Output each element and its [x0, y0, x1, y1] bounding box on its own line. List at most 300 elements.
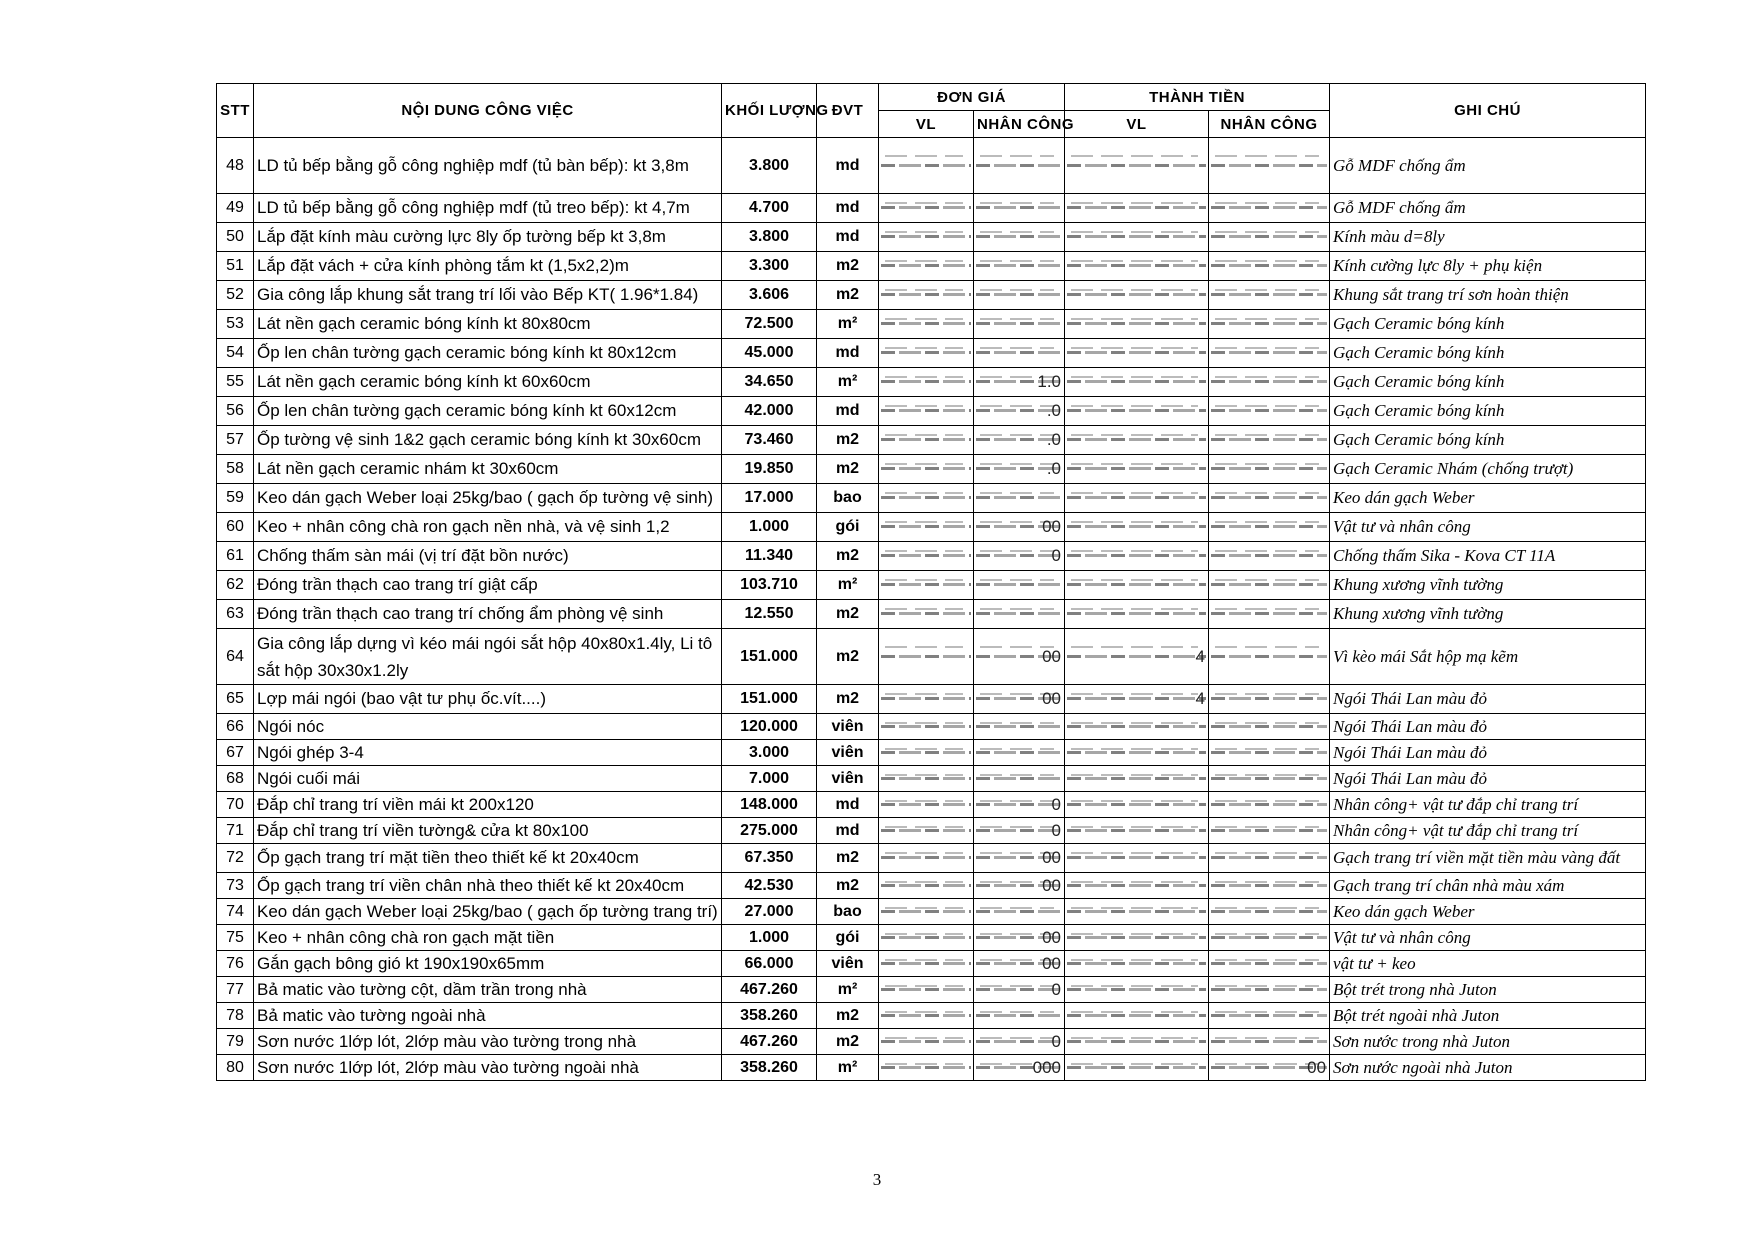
redaction-mark — [1071, 1011, 1198, 1013]
row-price-labor — [974, 252, 1065, 281]
header-content: NỘI DUNG CÔNG VIỆC — [254, 84, 722, 138]
redaction-mark — [881, 380, 971, 383]
partial-value: 0 — [1051, 794, 1062, 814]
row-price-vl — [879, 818, 974, 844]
redaction-mark — [1215, 852, 1319, 854]
redaction-mark — [1067, 697, 1206, 700]
redaction-mark — [980, 202, 1054, 204]
redaction-mark — [976, 583, 1062, 586]
redaction-mark — [976, 351, 1062, 354]
row-unit: m2 — [817, 600, 879, 629]
table-row — [217, 1055, 1646, 1081]
redaction-mark — [976, 612, 1062, 615]
row-unit: m2 — [817, 455, 879, 484]
partial-value: 0 — [1051, 979, 1062, 999]
row-content: Lát nền gạch ceramic bóng kính kt 80x80cm — [254, 310, 722, 339]
row-qty: 45.000 — [722, 339, 817, 368]
row-note: Khung xương vĩnh tường — [1330, 600, 1646, 629]
redaction-mark — [976, 725, 1062, 728]
row-total-labor — [1209, 844, 1330, 873]
redaction-mark — [1211, 936, 1327, 939]
redaction-mark — [1211, 777, 1327, 780]
row-note: Gạch Ceramic bóng kính — [1330, 310, 1646, 339]
partial-value: 00 — [1042, 875, 1062, 895]
table-row — [217, 740, 1646, 766]
table-row — [217, 542, 1646, 571]
row-stt: 48 — [217, 138, 254, 194]
row-price-vl — [879, 339, 974, 368]
row-price-vl — [879, 281, 974, 310]
row-price-vl — [879, 629, 974, 685]
redaction-mark — [881, 293, 971, 296]
row-content: Gia công lắp dựng vì kéo mái ngói sắt hộp 40x80x1.4ly, Li tô sắt hộp 30x30x1.2ly — [254, 629, 722, 685]
redaction-mark — [881, 612, 971, 615]
row-total-vl — [1065, 899, 1209, 925]
row-total-vl — [1065, 844, 1209, 873]
redaction-mark — [980, 608, 1054, 610]
row-price-vl — [879, 873, 974, 899]
redaction-mark — [1211, 235, 1327, 238]
row-total-labor — [1209, 685, 1330, 714]
redaction-mark — [1211, 496, 1327, 499]
row-note: Bột trét trong nhà Juton — [1330, 977, 1646, 1003]
row-note: Gỗ MDF chống ẩm — [1330, 194, 1646, 223]
table-row — [217, 844, 1646, 873]
row-total-vl — [1065, 685, 1209, 714]
redaction-mark — [885, 579, 963, 581]
header-total: THÀNH TIỀN — [1065, 84, 1330, 111]
row-price-labor — [974, 281, 1065, 310]
row-unit: viên — [817, 766, 879, 792]
redaction-mark — [1071, 347, 1198, 349]
row-total-labor — [1209, 542, 1330, 571]
row-total-labor — [1209, 339, 1330, 368]
redaction-mark — [1071, 826, 1198, 828]
row-price-labor — [974, 1029, 1065, 1055]
row-total-labor — [1209, 310, 1330, 339]
redaction-mark — [1211, 1014, 1327, 1017]
redaction-mark — [881, 856, 971, 859]
redaction-mark — [881, 988, 971, 991]
redaction-mark — [885, 722, 963, 724]
redaction-mark — [885, 376, 963, 378]
row-total-labor — [1209, 138, 1330, 194]
redaction-mark — [1071, 959, 1198, 961]
row-note: vật tư + keo — [1330, 951, 1646, 977]
redaction-mark — [885, 318, 963, 320]
row-total-vl — [1065, 571, 1209, 600]
row-content: Bả matic vào tường ngoài nhà — [254, 1003, 722, 1029]
row-total-labor — [1209, 252, 1330, 281]
redaction-mark — [1067, 910, 1206, 913]
partial-value: 0 — [1051, 820, 1062, 840]
row-total-vl — [1065, 397, 1209, 426]
redaction-mark — [1211, 1040, 1327, 1043]
row-note: Nhân công+ vật tư đắp chỉ trang trí — [1330, 792, 1646, 818]
redaction-mark — [881, 962, 971, 965]
row-total-vl — [1065, 281, 1209, 310]
redaction-mark — [1215, 959, 1319, 961]
row-content: Sơn nước 1lớp lót, 2lớp màu vào tường ngoài nhà — [254, 1055, 722, 1081]
row-note: Sơn nước ngoài nhà Juton — [1330, 1055, 1646, 1081]
redaction-mark — [1067, 164, 1206, 167]
row-qty: 358.260 — [722, 1055, 817, 1081]
redaction-mark — [881, 1014, 971, 1017]
row-price-vl — [879, 426, 974, 455]
row-stt: 50 — [217, 223, 254, 252]
row-unit: m² — [817, 1055, 879, 1081]
redaction-mark — [1067, 962, 1206, 965]
redaction-mark — [1211, 962, 1327, 965]
row-price-vl — [879, 397, 974, 426]
redaction-mark — [881, 697, 971, 700]
row-price-vl — [879, 925, 974, 951]
redaction-mark — [976, 829, 1062, 832]
redaction-mark — [980, 985, 1054, 987]
row-qty: 3.800 — [722, 138, 817, 194]
redaction-mark — [1211, 164, 1327, 167]
row-content: Sơn nước 1lớp lót, 2lớp màu vào tường trong nhà — [254, 1029, 722, 1055]
row-total-labor — [1209, 977, 1330, 1003]
redaction-mark — [1067, 438, 1206, 441]
partial-value: 4 — [1195, 689, 1206, 708]
redaction-mark — [1211, 751, 1327, 754]
redaction-mark — [1067, 409, 1206, 412]
row-price-vl — [879, 542, 974, 571]
row-content: Lắp đặt vách + cửa kính phòng tắm kt (1,5x2,2)m — [254, 252, 722, 281]
redaction-mark — [980, 155, 1054, 157]
row-price-labor — [974, 1003, 1065, 1029]
row-note: Ngói Thái Lan màu đỏ — [1330, 685, 1646, 714]
row-total-vl — [1065, 223, 1209, 252]
redaction-mark — [1211, 612, 1327, 615]
partial-value: 0 — [1051, 546, 1062, 565]
redaction-mark — [1211, 264, 1327, 267]
row-unit: bao — [817, 899, 879, 925]
table-row — [217, 629, 1646, 685]
redaction-mark — [1067, 1040, 1206, 1043]
redaction-mark — [1215, 463, 1319, 465]
redaction-mark — [885, 550, 963, 552]
redaction-mark — [1211, 293, 1327, 296]
row-qty: 3.000 — [722, 740, 817, 766]
row-total-vl — [1065, 1055, 1209, 1081]
row-total-labor — [1209, 1003, 1330, 1029]
row-price-labor — [974, 194, 1065, 223]
partial-value: 0 — [1051, 1031, 1062, 1051]
redaction-mark — [1071, 521, 1198, 523]
row-note: Ngói Thái Lan màu đỏ — [1330, 740, 1646, 766]
redaction-mark — [1067, 264, 1206, 267]
row-note: Ngói Thái Lan màu đỏ — [1330, 766, 1646, 792]
row-total-vl — [1065, 513, 1209, 542]
redaction-mark — [885, 852, 963, 854]
row-price-vl — [879, 714, 974, 740]
redaction-mark — [1215, 985, 1319, 987]
row-qty: 72.500 — [722, 310, 817, 339]
redaction-mark — [1067, 467, 1206, 470]
row-note: Kính màu d=8ly — [1330, 223, 1646, 252]
row-price-labor — [974, 513, 1065, 542]
row-total-labor — [1209, 766, 1330, 792]
redaction-mark — [980, 405, 1054, 407]
row-total-labor — [1209, 714, 1330, 740]
row-note: Ngói Thái Lan màu đỏ — [1330, 714, 1646, 740]
row-qty: 73.460 — [722, 426, 817, 455]
table-row — [217, 368, 1646, 397]
redaction-mark — [1067, 612, 1206, 615]
row-content: Đóng trần thạch cao trang trí giật cấp — [254, 571, 722, 600]
redaction-mark — [1211, 322, 1327, 325]
redaction-mark — [980, 774, 1054, 776]
redaction-mark — [885, 1011, 963, 1013]
row-content: Đắp chỉ trang trí viền mái kt 200x120 — [254, 792, 722, 818]
row-stt: 63 — [217, 600, 254, 629]
page-number: 3 — [872, 1170, 882, 1189]
table-header — [217, 84, 1646, 138]
row-price-labor — [974, 714, 1065, 740]
row-unit: m2 — [817, 1029, 879, 1055]
row-price-vl — [879, 368, 974, 397]
row-qty: 67.350 — [722, 844, 817, 873]
row-total-vl — [1065, 339, 1209, 368]
redaction-mark — [1211, 988, 1327, 991]
redaction-mark — [1215, 933, 1319, 935]
row-price-labor — [974, 397, 1065, 426]
row-price-labor — [974, 818, 1065, 844]
row-unit: viên — [817, 951, 879, 977]
row-note: Gạch Ceramic Nhám (chống trượt) — [1330, 455, 1646, 484]
redaction-mark — [976, 235, 1062, 238]
redaction-mark — [881, 725, 971, 728]
row-total-labor — [1209, 600, 1330, 629]
redaction-mark — [1211, 803, 1327, 806]
row-total-labor — [1209, 426, 1330, 455]
row-stt: 75 — [217, 925, 254, 951]
table-row — [217, 899, 1646, 925]
redaction-mark — [980, 434, 1054, 436]
redaction-mark — [1215, 693, 1319, 695]
row-stt: 59 — [217, 484, 254, 513]
redaction-mark — [1071, 492, 1198, 494]
row-total-vl — [1065, 1003, 1209, 1029]
row-unit: gói — [817, 513, 879, 542]
row-content: Keo dán gạch Weber loại 25kg/bao ( gạch ốp tường vệ sinh) — [254, 484, 722, 513]
row-price-vl — [879, 951, 974, 977]
redaction-mark — [976, 554, 1062, 557]
row-unit: bao — [817, 484, 879, 513]
redaction-mark — [1215, 826, 1319, 828]
redaction-mark — [1215, 608, 1319, 610]
row-content: Keo + nhân công chà ron gạch nền nhà, và vệ sinh 1,2 — [254, 513, 722, 542]
row-qty: 11.340 — [722, 542, 817, 571]
redaction-mark — [885, 826, 963, 828]
row-total-labor — [1209, 792, 1330, 818]
redaction-mark — [881, 467, 971, 470]
row-qty: 66.000 — [722, 951, 817, 977]
redaction-mark — [885, 646, 963, 648]
row-stt: 64 — [217, 629, 254, 685]
row-note: Khung sắt trang trí sơn hoàn thiện — [1330, 281, 1646, 310]
redaction-mark — [1211, 697, 1327, 700]
row-qty: 151.000 — [722, 685, 817, 714]
table-row — [217, 310, 1646, 339]
redaction-mark — [1071, 800, 1198, 802]
table-row — [217, 252, 1646, 281]
row-unit: md — [817, 138, 879, 194]
row-note: Gạch Ceramic bóng kính — [1330, 426, 1646, 455]
redaction-mark — [1067, 1066, 1206, 1069]
row-stt: 60 — [217, 513, 254, 542]
row-unit: viên — [817, 714, 879, 740]
redaction-mark — [1215, 748, 1319, 750]
redaction-mark — [1211, 206, 1327, 209]
header-note: GHI CHÚ — [1330, 84, 1646, 138]
row-qty: 275.000 — [722, 818, 817, 844]
table-row — [217, 223, 1646, 252]
row-qty: 148.000 — [722, 792, 817, 818]
redaction-mark — [1067, 829, 1206, 832]
redaction-mark — [885, 933, 963, 935]
row-price-vl — [879, 223, 974, 252]
redaction-mark — [885, 1063, 963, 1065]
row-total-labor — [1209, 1055, 1330, 1081]
redaction-mark — [1215, 579, 1319, 581]
redaction-mark — [885, 260, 963, 262]
row-unit: m² — [817, 977, 879, 1003]
row-price-labor — [974, 223, 1065, 252]
row-content: Ốp tường vệ sinh 1&2 gạch ceramic bóng kính kt 30x60cm — [254, 426, 722, 455]
partial-value: 00 — [1042, 517, 1062, 536]
row-stt: 78 — [217, 1003, 254, 1029]
redaction-mark — [1067, 293, 1206, 296]
row-note: Keo dán gạch Weber — [1330, 484, 1646, 513]
row-price-labor — [974, 542, 1065, 571]
redaction-mark — [1215, 434, 1319, 436]
row-qty: 4.700 — [722, 194, 817, 223]
table-row — [217, 977, 1646, 1003]
redaction-mark — [1067, 856, 1206, 859]
row-qty: 7.000 — [722, 766, 817, 792]
redaction-mark — [881, 438, 971, 441]
redaction-mark — [885, 693, 963, 695]
redaction-mark — [1071, 155, 1198, 157]
row-unit: md — [817, 792, 879, 818]
row-total-labor — [1209, 368, 1330, 397]
redaction-mark — [1071, 289, 1198, 291]
redaction-mark — [885, 985, 963, 987]
redaction-mark — [881, 751, 971, 754]
row-total-labor — [1209, 925, 1330, 951]
redaction-mark — [980, 231, 1054, 233]
table-row — [217, 951, 1646, 977]
redaction-mark — [885, 202, 963, 204]
row-content: Lát nền gạch ceramic bóng kính kt 60x60cm — [254, 368, 722, 397]
redaction-mark — [885, 881, 963, 883]
table-row — [217, 339, 1646, 368]
row-content: Ngói cuối mái — [254, 766, 722, 792]
row-total-vl — [1065, 766, 1209, 792]
partial-value: 00 — [1307, 1057, 1327, 1077]
redaction-mark — [885, 289, 963, 291]
row-qty: 17.000 — [722, 484, 817, 513]
partial-value: 00 — [1042, 927, 1062, 947]
row-total-vl — [1065, 368, 1209, 397]
row-note: Sơn nước trong nhà Juton — [1330, 1029, 1646, 1055]
redaction-mark — [980, 826, 1054, 828]
row-note: Gạch trang trí chân nhà màu xám — [1330, 873, 1646, 899]
row-price-vl — [879, 310, 974, 339]
row-note: Gạch Ceramic bóng kính — [1330, 339, 1646, 368]
row-qty: 3.800 — [722, 223, 817, 252]
table-row — [217, 600, 1646, 629]
redaction-mark — [881, 777, 971, 780]
redaction-mark — [881, 884, 971, 887]
redaction-mark — [1067, 583, 1206, 586]
row-total-labor — [1209, 740, 1330, 766]
row-stt: 51 — [217, 252, 254, 281]
row-qty: 1.000 — [722, 925, 817, 951]
row-total-labor — [1209, 1029, 1330, 1055]
redaction-mark — [976, 988, 1062, 991]
redaction-mark — [1067, 936, 1206, 939]
redaction-mark — [980, 907, 1054, 909]
row-content: Đắp chỉ trang trí viền tường& cửa kt 80x100 — [254, 818, 722, 844]
row-price-vl — [879, 484, 974, 513]
redaction-mark — [1071, 985, 1198, 987]
table-row — [217, 426, 1646, 455]
redaction-mark — [1215, 318, 1319, 320]
redaction-mark — [885, 405, 963, 407]
row-total-vl — [1065, 925, 1209, 951]
partial-value: .0 — [1046, 401, 1062, 420]
redaction-mark — [1067, 884, 1206, 887]
redaction-mark — [881, 829, 971, 832]
row-price-vl — [879, 766, 974, 792]
row-qty: 151.000 — [722, 629, 817, 685]
row-content: Lợp mái ngói (bao vật tư phụ ốc.vít....) — [254, 685, 722, 714]
redaction-mark — [1215, 347, 1319, 349]
redaction-mark — [1071, 579, 1198, 581]
redaction-mark — [1071, 774, 1198, 776]
redaction-mark — [1071, 318, 1198, 320]
table-row — [217, 484, 1646, 513]
redaction-mark — [1071, 852, 1198, 854]
redaction-mark — [976, 1014, 1062, 1017]
row-note: Kính cường lực 8ly + phụ kiện — [1330, 252, 1646, 281]
redaction-mark — [980, 579, 1054, 581]
row-content: Lát nền gạch ceramic nhám kt 30x60cm — [254, 455, 722, 484]
table-row — [217, 925, 1646, 951]
redaction-mark — [885, 492, 963, 494]
row-price-labor — [974, 977, 1065, 1003]
row-price-vl — [879, 899, 974, 925]
partial-value: 4 — [1195, 646, 1206, 666]
redaction-mark — [885, 231, 963, 233]
row-unit: m2 — [817, 542, 879, 571]
row-content: Keo + nhân công chà ron gạch mặt tiền — [254, 925, 722, 951]
row-total-vl — [1065, 138, 1209, 194]
row-total-vl — [1065, 542, 1209, 571]
table-row — [217, 397, 1646, 426]
row-unit: m2 — [817, 629, 879, 685]
row-stt: 67 — [217, 740, 254, 766]
row-qty: 103.710 — [722, 571, 817, 600]
redaction-mark — [1215, 550, 1319, 552]
row-total-vl — [1065, 873, 1209, 899]
redaction-mark — [1067, 235, 1206, 238]
table-row — [217, 873, 1646, 899]
